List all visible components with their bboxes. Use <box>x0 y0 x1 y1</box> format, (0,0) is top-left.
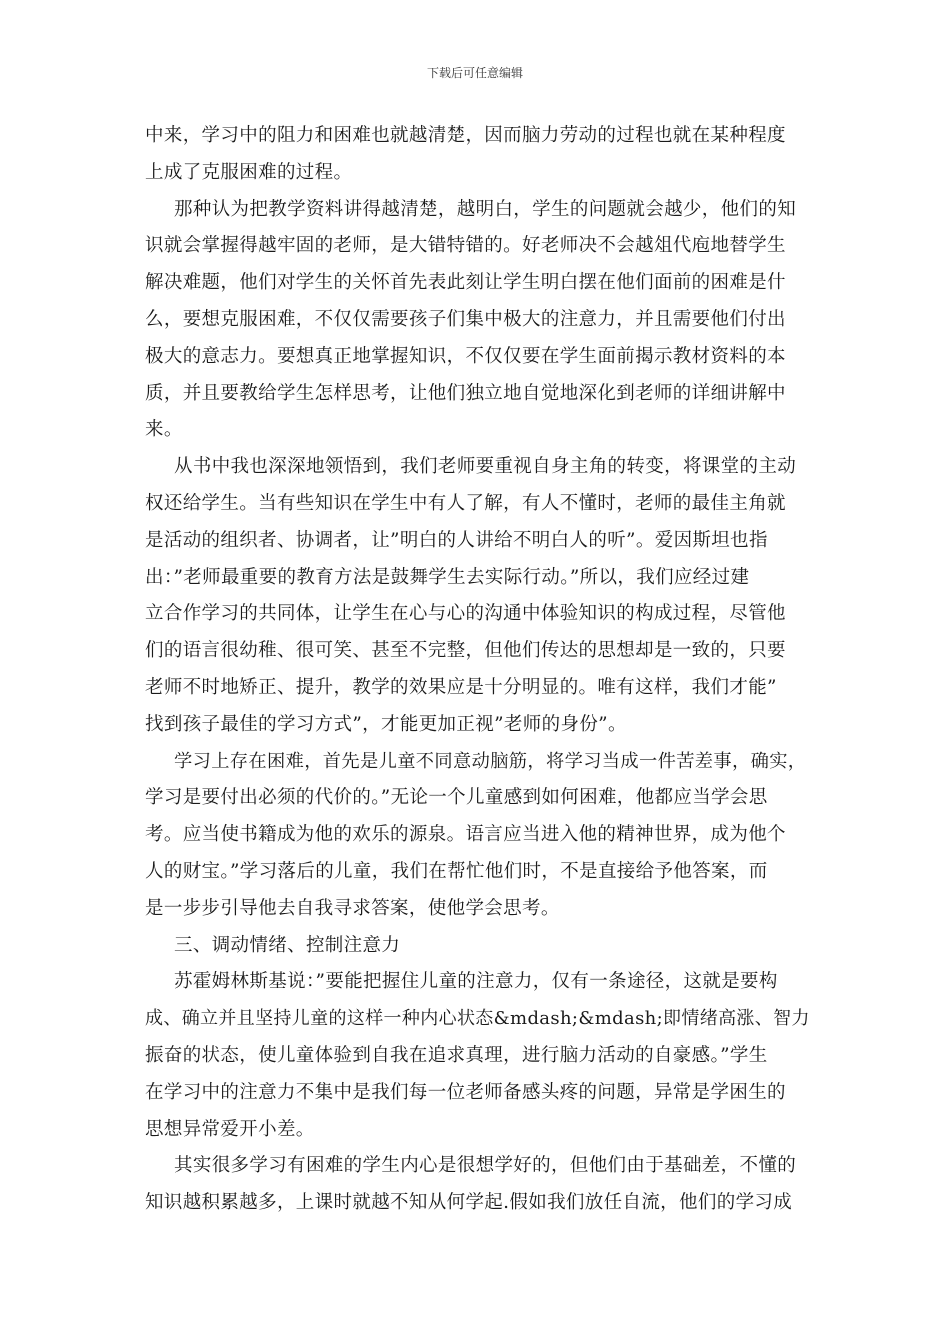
text-line: 三、调动情绪、控制注意力 <box>174 934 401 956</box>
text-line: 找到孩子最佳的学习方式”，才能更加正视”老师的身份”。 <box>145 713 627 735</box>
page-header: 下载后可任意编辑 <box>426 66 523 80</box>
text-line: 权还给学生。当有些知识在学生中有人了解，有人不懂时，老师的最佳主角就 <box>145 492 786 514</box>
text-line: 学习上存在困难，首先是儿童不同意动脑筋，将学习当成一件苦差事，确实， <box>174 750 807 772</box>
text-line: 们的语言很幼稚、很可笑、甚至不完整，但他们传达的思想却是一致的，只要 <box>145 640 786 662</box>
text-line: 中来，学习中的阻力和困难也就越清楚，因而脑力劳动的过程也就在某种程度 <box>145 125 786 146</box>
text-line: 质，并且要教给学生怎样思考，让他们独立地自觉地深化到老师的详细讲解中 <box>145 382 786 404</box>
text-line: 在学习中的注意力不集中是我们每一位老师备感头疼的问题，异常是学困生的 <box>145 1081 786 1103</box>
text-line: 成、确立并且坚持儿童的这样一种内心状态&mdash;&mdash;即情绪高涨、智力 <box>145 1008 810 1030</box>
text-line: 么，要想克服困难，不仅仅需要孩子们集中极大的注意力，并且需要他们付出 <box>145 308 786 330</box>
text-line: 考。应当使书籍成为他的欢乐的源泉。语言应当进入他的精神世界，成为他个 <box>145 824 786 846</box>
text-line: 上成了克服困难的过程。 <box>145 161 353 183</box>
text-line: 苏霍姆林斯基说：”要能把握住儿童的注意力，仅有一条途径，这就是要构 <box>174 971 778 993</box>
text-line: 老师不时地矫正、提升，教学的效果应是十分明显的。唯有这样，我们才能” <box>145 676 777 698</box>
text-line: 从书中我也深深地领悟到，我们老师要重视自身主角的转变，将课堂的主动 <box>174 456 797 478</box>
text-line: 其实很多学习有困难的学生内心是很想学好的，但他们由于基础差，不懂的 <box>174 1155 797 1177</box>
text-line: 来。 <box>145 419 183 441</box>
text-line: 是一步步引导他去自我寻求答案，使他学会思考。 <box>145 897 560 919</box>
text-line: 学习是要付出必须的代价的。”无论一个儿童感到如何困难，他都应当学会思 <box>145 787 768 809</box>
body-text <box>145 118 810 1222</box>
text-line: 人的财宝。”学习落后的儿童，我们在帮忙他们时，不是直接给予他答案，而 <box>145 860 768 882</box>
text-line: 出：”老师最重要的教育方法是鼓舞学生去实际行动。”所以，我们应经过建 <box>145 566 750 588</box>
text-line: 振奋的状态，使儿童体验到自我在追求真理，进行脑力活动的自豪感。”学生 <box>145 1044 768 1066</box>
text-line: 是活动的组织者、协调者，让”明白的人讲给不明白人的听”。爱因斯坦也指 <box>145 529 768 551</box>
text-line: 识就会掌握得越牢固的老师，是大错特错的。好老师决不会越俎代庖地替学生 <box>145 235 786 257</box>
text-line: 知识越积累越多，上课时就越不知从何学起.假如我们放任自流，他们的学习成 <box>145 1192 793 1214</box>
text-line: 立合作学习的共同体，让学生在心与心的沟通中体验知识的构成过程，尽管他 <box>145 603 786 625</box>
text-line: 思想异常爱开小差。 <box>145 1118 315 1140</box>
text-line: 解决难题，他们对学生的关怀首先表此刻让学生明白摆在他们面前的困难是什 <box>145 272 786 294</box>
text-line: 那种认为把教学资料讲得越清楚，越明白，学生的问题就会越少，他们的知 <box>174 198 797 220</box>
text-line: 极大的意志力。要想真正地掌握知识，不仅仅要在学生面前揭示教材资料的本 <box>145 345 786 367</box>
